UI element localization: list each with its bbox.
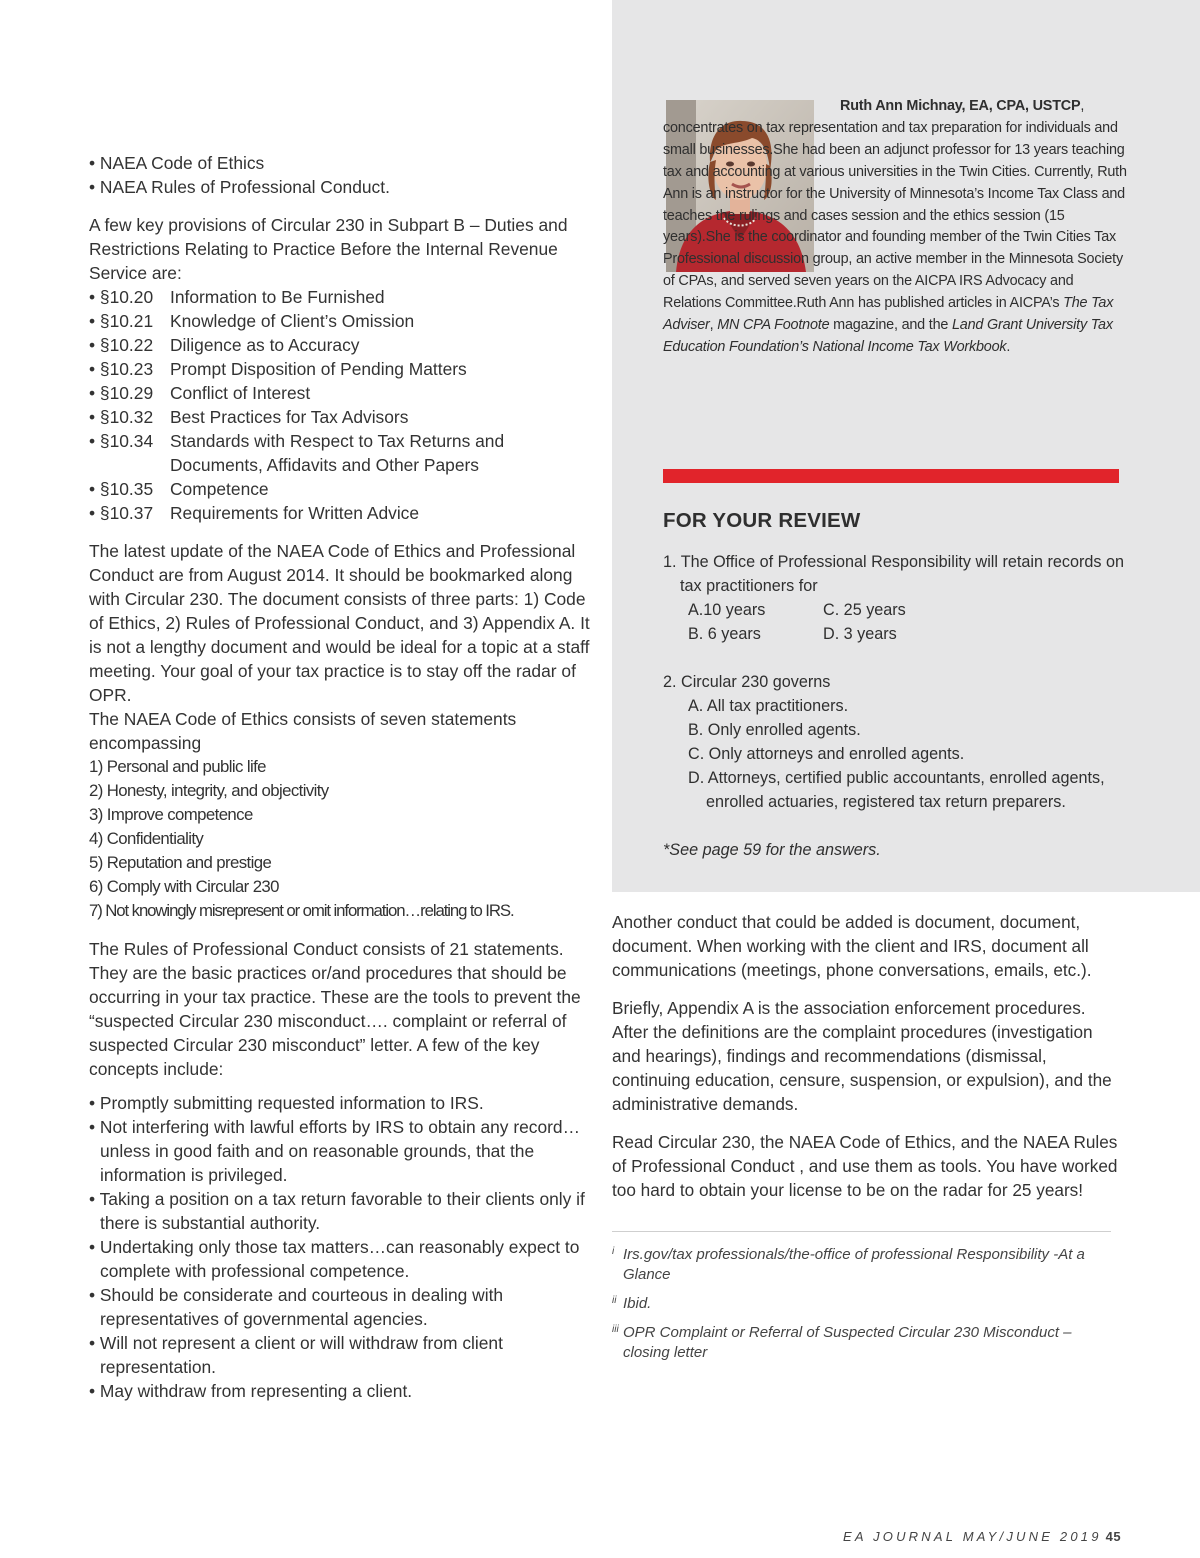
- answer-option: C. Only attorneys and enrolled agents.: [688, 745, 965, 763]
- footnote-text: OPR Complaint or Referral of Suspected Circular 230 Misconduct – closing letter: [623, 1324, 1072, 1361]
- section-number: • §10.35: [89, 479, 154, 499]
- right-column: [612, 910, 1122, 1216]
- bio-body: , concentrates on tax representation and tax preparation for individuals and small businesses.She had been an adjunct professor for 13 years teaching tax and accounting at various universities in the Twin Cities. Currently, Ruth Ann is an instructor for the University of Minnesota’s Income Tax Class and teaches the rulings and cases session and the ethics session (15 years).She is the coordinator and founding member of the Twin Cities Tax Professional discussion group, an active member in the Minnesota Society of CPAs, and served seven years on the AICPA IRS Advocacy and Relations Committee.Ruth Ann has published articles in AICPA’s: [663, 98, 1127, 312]
- list-item: 4) Confidentiality: [89, 829, 204, 848]
- section-item: [89, 357, 594, 381]
- list-item: 1) Personal and public life: [89, 757, 266, 776]
- body-paragraph: Another conduct that could be added is document, document, document. When working with the client and IRS, document all communications (meetings, phone conversations, emails, etc.).: [612, 912, 1092, 980]
- publication-title: Land Grant University Tax Education Foundation’s National Income Tax Workbook: [663, 317, 1113, 355]
- author-bio: [663, 96, 1133, 359]
- option-row: [663, 622, 1133, 646]
- section-item: [89, 309, 594, 333]
- list-item: • Should be considerate and courteous in dealing with representatives of governmental agencies.: [89, 1285, 504, 1329]
- rules-paragraph: The Rules of Professional Conduct consists of 21 statements. They are the basic practices or/and procedures that should be occurring in your tax practice. These are the tools to prevent the “suspected Circular 230 misconduct…. complaint or referral of suspected Circular 230 misconduct” letter. A few of the key concepts include:: [89, 939, 581, 1079]
- section-item: [89, 333, 594, 357]
- footnote-text: Irs.gov/tax professionals/the-office of professional Responsibility -At a Glance: [623, 1246, 1085, 1283]
- footnote: [612, 1245, 1111, 1285]
- publication-title: MN CPA Footnote: [717, 317, 830, 334]
- list-item: 5) Reputation and prestige: [89, 853, 272, 872]
- body-paragraph: Read Circular 230, the NAEA Code of Ethics, and the NAEA Rules of Professional Conduct , and use them as tools. You have worked too hard to obtain your license to be on the radar for 25 years!: [612, 1132, 1118, 1200]
- list-item: • NAEA Rules of Professional Conduct.: [89, 177, 390, 197]
- footnotes: [612, 1245, 1111, 1372]
- answers-note: *See page 59 for the answers.: [663, 841, 881, 859]
- footnote: [612, 1294, 1111, 1314]
- footnote-mark: iii: [612, 1324, 619, 1335]
- bio-text: [663, 96, 1133, 359]
- review-question-1: [663, 550, 1133, 646]
- section-number: • §10.21: [89, 311, 154, 331]
- section-number: • §10.29: [89, 383, 154, 403]
- answer-option: A. All tax practitioners.: [688, 697, 849, 715]
- footnote-divider: [612, 1231, 1111, 1232]
- answer-option: B. 6 years: [688, 625, 761, 643]
- list-item: • Not interfering with lawful efforts by IRS to obtain any record…unless in good faith and on reasonable grounds, that the information is privileged.: [89, 1117, 580, 1185]
- publication-name: EA JOURNAL MAY/JUNE 2019: [843, 1529, 1102, 1544]
- code-of-ethics-block: [89, 707, 594, 923]
- section-title: Competence: [170, 479, 269, 499]
- section-number: • §10.34: [89, 431, 154, 451]
- list-item: 2) Honesty, integrity, and objectivity: [89, 781, 329, 800]
- bio-end: .: [1006, 338, 1011, 355]
- review-box: [663, 506, 1133, 862]
- footnote: [612, 1323, 1111, 1363]
- publication-title: The Tax Adviser: [663, 295, 1114, 334]
- list-item: 7) Not knowingly misrepresent or omit information…relating to IRS.: [89, 901, 514, 920]
- answer-option: A.10 years: [688, 601, 766, 619]
- footnote-text: Ibid.: [623, 1295, 652, 1312]
- section-title: Standards with Respect to Tax Returns and Documents, Affidavits and Other Papers: [170, 431, 505, 475]
- left-column: [89, 151, 594, 1403]
- list-item: • Promptly submitting requested information to IRS.: [89, 1093, 484, 1113]
- section-item: [89, 405, 594, 429]
- answer-option: D. 3 years: [823, 625, 897, 643]
- list-item: • Undertaking only those tax matters…can reasonably expect to complete with professional competence.: [89, 1237, 580, 1281]
- subpart-b-block: [89, 213, 594, 525]
- option-row: [663, 598, 1133, 622]
- list-item: • Taking a position on a tax return favorable to their clients only if there is substantial authority.: [89, 1189, 585, 1233]
- answer-option: B. Only enrolled agents.: [688, 721, 861, 739]
- section-number: • §10.20: [89, 287, 154, 307]
- author-name: Ruth Ann Michnay, EA, CPA, USTCP: [840, 98, 1081, 114]
- section-number: • §10.32: [89, 407, 154, 427]
- answer-option: D. Attorneys, certified public accountants, enrolled agents, enrolled actuaries, registered tax return preparers.: [688, 769, 1105, 811]
- review-question-2: [663, 670, 1133, 814]
- section-title: Requirements for Written Advice: [170, 503, 420, 523]
- list-item: 6) Comply with Circular 230: [89, 877, 279, 896]
- question-text-continued: tax practitioners for: [680, 577, 818, 595]
- list-item: • Will not represent a client or will withdraw from client representation.: [89, 1333, 503, 1377]
- footnote-mark: i: [612, 1246, 615, 1257]
- review-heading: FOR YOUR REVIEW: [663, 509, 861, 532]
- section-title: Information to Be Furnished: [170, 287, 385, 307]
- section-number: • §10.23: [89, 359, 154, 379]
- section-number: • §10.37: [89, 503, 154, 523]
- key-concepts-list: [89, 1091, 594, 1403]
- answer-option: C. 25 years: [823, 601, 906, 619]
- section-item: [89, 381, 594, 405]
- page-number: 45: [1105, 1529, 1122, 1544]
- body-paragraph: Briefly, Appendix A is the association enforcement procedures. After the definitions are the complaint procedures (investigation and hearings), findings and recommendations (dismissal, continuing education, censure, suspension, or expulsion), and the administrative demands.: [612, 998, 1112, 1114]
- update-paragraph: The latest update of the NAEA Code of Ethics and Professional Conduct are from August 2014. It should be bookmarked along with Circular 230. The document consists of three parts: 1) Code of Ethics, 2) Rules of Professional Conduct, and 3) Appendix A. It is not a lengthy document and would be ideal for a topic at a staff meeting. Your goal of your tax practice is to stay off the radar of OPR.: [89, 541, 590, 705]
- section-title: Diligence as to Accuracy: [170, 335, 360, 355]
- question-text: 2. Circular 230 governs: [663, 673, 831, 691]
- bio-separator: ,: [709, 317, 718, 334]
- section-item: [89, 477, 594, 501]
- section-title: Conflict of Interest: [170, 383, 311, 403]
- subpart-intro: A few key provisions of Circular 230 in Subpart B – Duties and Restrictions Relating to Practice Before the Internal Revenue Service are:: [89, 215, 568, 283]
- section-item: [89, 285, 594, 309]
- section-title: Best Practices for Tax Advisors: [170, 407, 409, 427]
- ethics-intro: The NAEA Code of Ethics consists of seven statements encompassing: [89, 709, 517, 753]
- accent-divider: [663, 469, 1119, 483]
- section-number: • §10.22: [89, 335, 154, 355]
- intro-list: [89, 151, 594, 199]
- list-item: • May withdraw from representing a client.: [89, 1381, 413, 1401]
- footnote-mark: ii: [612, 1295, 617, 1306]
- section-item: [89, 429, 594, 477]
- section-item: [89, 501, 594, 525]
- section-title: Prompt Disposition of Pending Matters: [170, 359, 467, 379]
- list-item: • NAEA Code of Ethics: [89, 153, 265, 173]
- list-item: 3) Improve competence: [89, 805, 253, 824]
- page-folio: [843, 1529, 1138, 1544]
- bio-body-connector: magazine, and the: [829, 317, 952, 334]
- question-text: 1. The Office of Professional Responsibility will retain records on: [663, 553, 1124, 571]
- section-title: Knowledge of Client’s Omission: [170, 311, 415, 331]
